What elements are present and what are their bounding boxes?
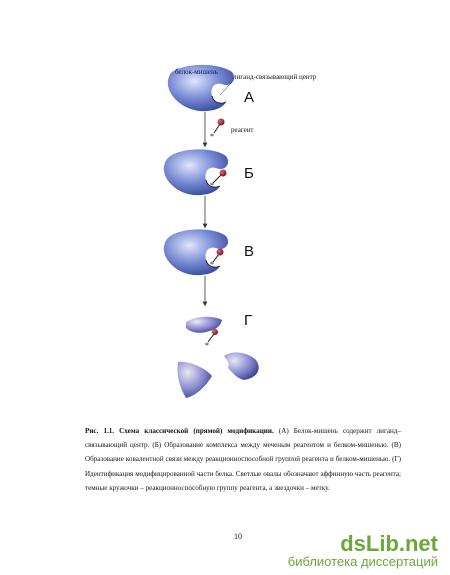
watermark-subtitle: библиотека диссертаций [287,554,438,569]
stage-a-label: А [244,89,255,106]
caption-prefix: Рис. 1.1. Схема классической (прямой) модификации. [85,427,274,435]
caption-text: (А) Белок-мишень содержит лиганд–связывающий центр. (Б) Образование комплекса между меченым реагентом и белком-мишенью. (В) Образование ковалентной связи между реакционноспособной группой реагента и белком-мишенью. (Г) Идентификация модифицированной части белка. Светлые овалы обозначают аффинную часть реагента; темные кружочки – реакционноспособную группу реагента, а звездочки – метку. [85,427,401,492]
page-number: 10 [234,532,242,541]
svg-text:*: * [210,132,214,141]
free-reagent [210,119,225,142]
stage-b-label: Б [244,165,254,182]
protein-stage-b [164,149,228,195]
watermark [288,533,438,569]
stage-c-label: В [244,243,255,260]
watermark-logo: dsLib.net [340,531,438,556]
svg-text:*: * [205,341,209,350]
protein-stage-c [164,229,228,275]
svg-text:*: * [210,181,214,190]
figure-caption [85,424,401,495]
protein-target-label: белок-мишень [175,68,218,76]
binding-site-label: лиганд-связывающий центр [233,73,317,81]
stage-d-label: Г [244,312,253,329]
reagent-label: реагент [231,126,254,134]
svg-text:*: * [210,260,214,269]
